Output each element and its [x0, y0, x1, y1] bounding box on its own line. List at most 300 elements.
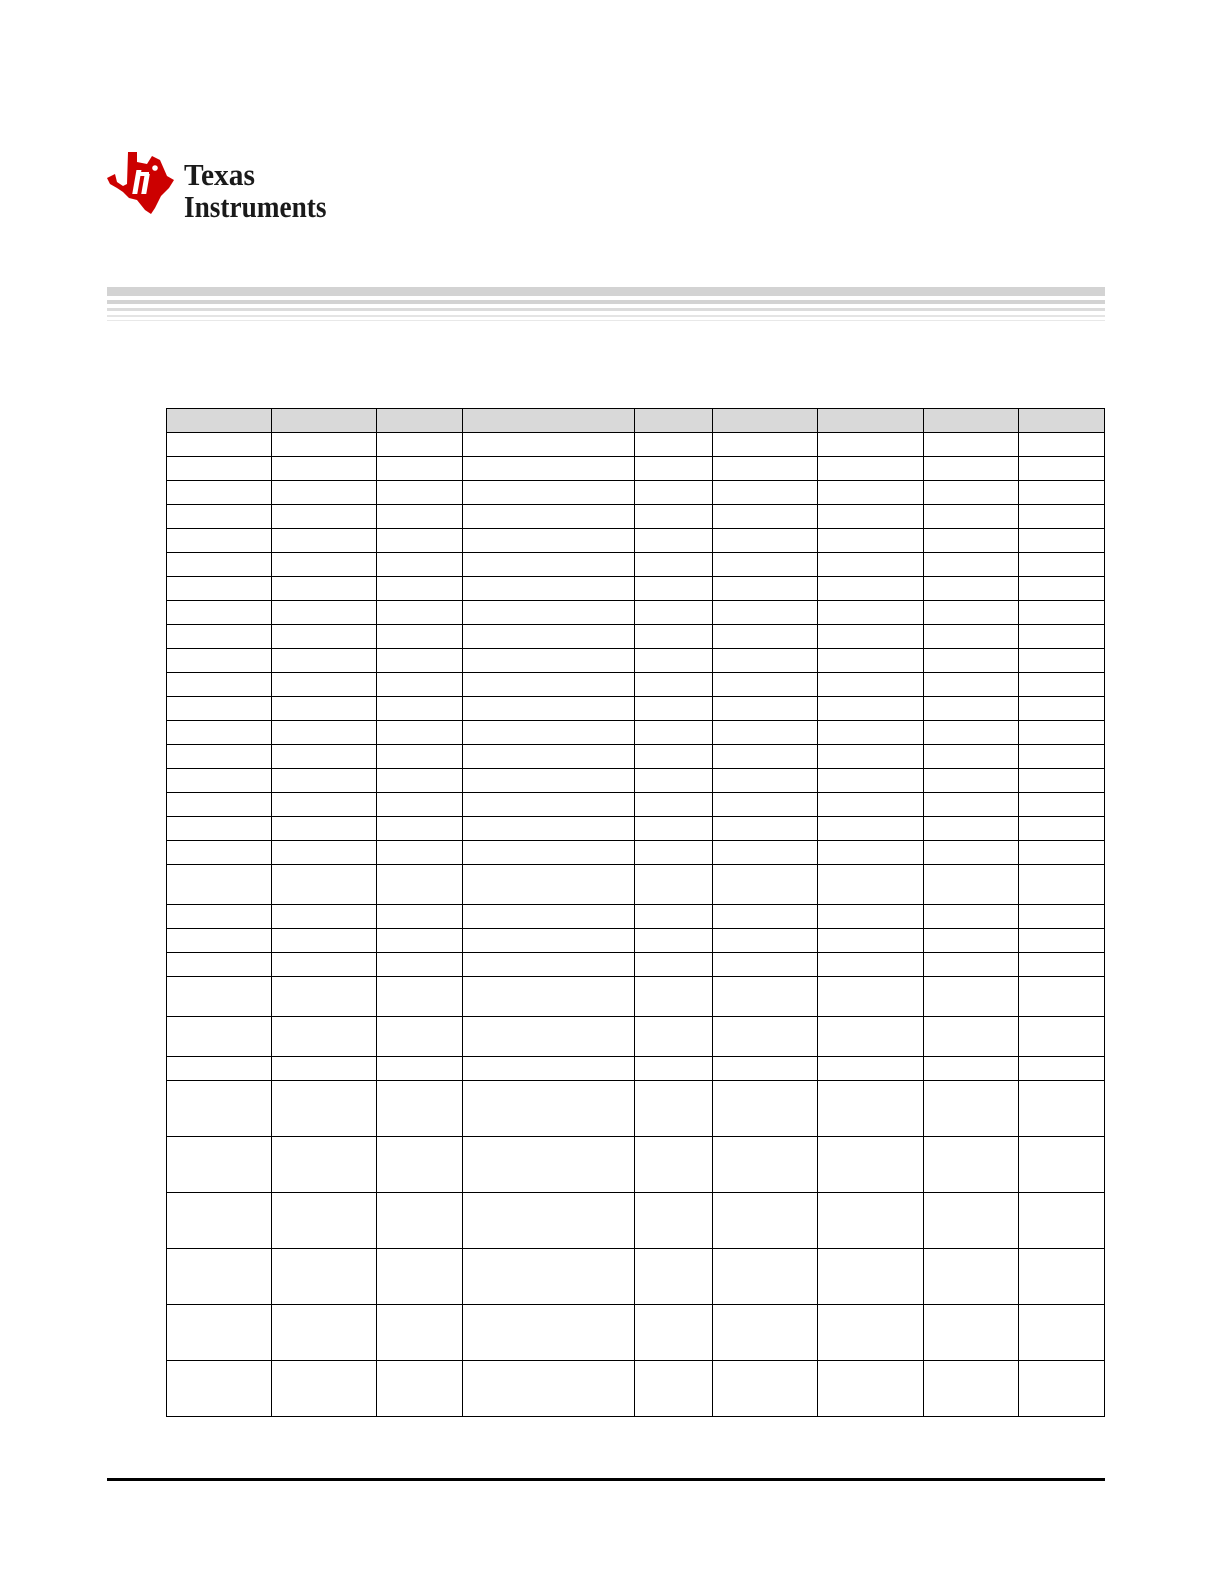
table-cell	[712, 553, 817, 577]
table-cell	[712, 721, 817, 745]
table-cell	[272, 577, 377, 601]
table-cell	[463, 1193, 635, 1249]
table-cell	[377, 1081, 463, 1137]
table-cell	[272, 673, 377, 697]
table-cell	[463, 433, 635, 457]
table-cell	[272, 1017, 377, 1057]
table-cell	[272, 1193, 377, 1249]
table-cell	[377, 977, 463, 1017]
table-cell	[712, 1249, 817, 1305]
table-header-cell	[272, 409, 377, 433]
header-bar	[107, 315, 1105, 317]
table-cell	[377, 953, 463, 977]
table-cell	[1018, 673, 1104, 697]
table-cell	[1018, 1137, 1104, 1193]
table-cell	[923, 865, 1018, 905]
table-cell	[167, 1193, 272, 1249]
table-row	[167, 457, 1105, 481]
table-cell	[167, 793, 272, 817]
table-cell	[272, 1305, 377, 1361]
table-cell	[635, 553, 712, 577]
table-cell	[817, 625, 923, 649]
table-cell	[1018, 1057, 1104, 1081]
table-cell	[817, 817, 923, 841]
table-cell	[167, 625, 272, 649]
table-cell	[463, 649, 635, 673]
table-cell	[712, 1017, 817, 1057]
table-cell	[377, 721, 463, 745]
table-header-cell	[1018, 409, 1104, 433]
table-cell	[712, 769, 817, 793]
table-cell	[272, 505, 377, 529]
table-cell	[1018, 529, 1104, 553]
table-cell	[635, 481, 712, 505]
table-cell	[712, 865, 817, 905]
table-cell	[272, 929, 377, 953]
table-cell	[167, 697, 272, 721]
table-cell	[923, 1137, 1018, 1193]
table-cell	[463, 905, 635, 929]
table-cell	[817, 929, 923, 953]
table-cell	[463, 1249, 635, 1305]
table-cell	[272, 601, 377, 625]
table-cell	[272, 1081, 377, 1137]
table-header-cell	[377, 409, 463, 433]
table-cell	[463, 457, 635, 481]
table-cell	[712, 953, 817, 977]
table-cell	[923, 649, 1018, 673]
table-cell	[635, 1249, 712, 1305]
table-cell	[167, 1081, 272, 1137]
table-cell	[635, 649, 712, 673]
table-cell	[463, 793, 635, 817]
table-cell	[923, 721, 1018, 745]
table-row	[167, 721, 1105, 745]
table-cell	[817, 1017, 923, 1057]
table-cell	[1018, 697, 1104, 721]
table-cell	[463, 953, 635, 977]
table-cell	[635, 697, 712, 721]
table-cell	[377, 625, 463, 649]
table-row	[167, 601, 1105, 625]
ti-state-icon	[107, 150, 177, 216]
table-cell	[167, 905, 272, 929]
table-cell	[923, 673, 1018, 697]
table-cell	[463, 929, 635, 953]
table-cell	[377, 1017, 463, 1057]
table-cell	[923, 769, 1018, 793]
table-cell	[635, 433, 712, 457]
table-cell	[923, 481, 1018, 505]
table-cell	[923, 1305, 1018, 1361]
table-cell	[167, 481, 272, 505]
table-cell	[272, 769, 377, 793]
footer-rule	[107, 1478, 1105, 1481]
table-cell	[817, 1081, 923, 1137]
table-cell	[817, 649, 923, 673]
table-cell	[167, 1249, 272, 1305]
table-cell	[167, 929, 272, 953]
table-cell	[272, 905, 377, 929]
table-cell	[167, 529, 272, 553]
table-cell	[1018, 1017, 1104, 1057]
table-cell	[817, 1193, 923, 1249]
table-row	[167, 481, 1105, 505]
table-row	[167, 1081, 1105, 1137]
table-row	[167, 769, 1105, 793]
table-cell	[923, 1249, 1018, 1305]
table-cell	[817, 865, 923, 905]
table-cell	[377, 1137, 463, 1193]
table-cell	[167, 505, 272, 529]
table-cell	[635, 817, 712, 841]
table-cell	[817, 553, 923, 577]
table-cell	[272, 529, 377, 553]
table-cell	[1018, 553, 1104, 577]
table-cell	[1018, 841, 1104, 865]
table-cell	[817, 481, 923, 505]
table-cell	[635, 505, 712, 529]
table-cell	[167, 1305, 272, 1361]
table-cell	[712, 793, 817, 817]
logo-line-instruments: Instruments	[184, 189, 327, 224]
table-cell	[817, 1137, 923, 1193]
table-cell	[272, 481, 377, 505]
table-cell	[272, 1361, 377, 1417]
table-cell	[463, 601, 635, 625]
table-cell	[712, 457, 817, 481]
table-cell	[272, 553, 377, 577]
table-cell	[712, 601, 817, 625]
table-cell	[167, 1361, 272, 1417]
table-cell	[377, 769, 463, 793]
table-cell	[712, 673, 817, 697]
table-row	[167, 553, 1105, 577]
table-cell	[923, 577, 1018, 601]
table-cell	[712, 1193, 817, 1249]
table-cell	[1018, 1361, 1104, 1417]
table-row	[167, 1017, 1105, 1057]
table-row	[167, 1361, 1105, 1417]
table-row	[167, 529, 1105, 553]
table-cell	[712, 649, 817, 673]
table-cell	[377, 649, 463, 673]
table-cell	[1018, 1081, 1104, 1137]
table-cell	[463, 817, 635, 841]
table-cell	[923, 841, 1018, 865]
table-cell	[635, 769, 712, 793]
table-row	[167, 977, 1105, 1017]
table-cell	[712, 1305, 817, 1361]
table-cell	[712, 1361, 817, 1417]
table-cell	[712, 1081, 817, 1137]
table-cell	[377, 929, 463, 953]
table-row	[167, 625, 1105, 649]
table-cell	[923, 601, 1018, 625]
table-cell	[167, 865, 272, 905]
table-cell	[1018, 1193, 1104, 1249]
table-header-cell	[463, 409, 635, 433]
table-cell	[167, 577, 272, 601]
table-cell	[817, 505, 923, 529]
table-cell	[272, 793, 377, 817]
table-cell	[1018, 929, 1104, 953]
table-cell	[635, 721, 712, 745]
table-cell	[272, 697, 377, 721]
table-cell	[817, 1057, 923, 1081]
table-cell	[923, 817, 1018, 841]
table-cell	[167, 841, 272, 865]
table-cell	[635, 865, 712, 905]
table-cell	[463, 1305, 635, 1361]
table-cell	[377, 841, 463, 865]
table-cell	[923, 625, 1018, 649]
table-cell	[712, 577, 817, 601]
table-cell	[1018, 721, 1104, 745]
table-cell	[167, 953, 272, 977]
table-cell	[377, 673, 463, 697]
table-cell	[463, 481, 635, 505]
table-cell	[1018, 577, 1104, 601]
table-cell	[923, 977, 1018, 1017]
table-cell	[635, 673, 712, 697]
table-cell	[377, 905, 463, 929]
table-cell	[635, 601, 712, 625]
table-header-cell	[712, 409, 817, 433]
table-cell	[712, 529, 817, 553]
table-row	[167, 817, 1105, 841]
table-header-cell	[167, 409, 272, 433]
table-cell	[272, 1057, 377, 1081]
table-cell	[167, 1017, 272, 1057]
header-bar	[107, 308, 1105, 311]
table-cell	[712, 1137, 817, 1193]
table-cell	[712, 841, 817, 865]
table-cell	[272, 841, 377, 865]
table-cell	[817, 697, 923, 721]
table-cell	[923, 905, 1018, 929]
table-cell	[272, 977, 377, 1017]
table-cell	[167, 1057, 272, 1081]
table-cell	[635, 1081, 712, 1137]
logo-wordmark	[184, 159, 346, 222]
table-cell	[377, 793, 463, 817]
table-cell	[923, 745, 1018, 769]
table-cell	[377, 697, 463, 721]
table-row	[167, 1193, 1105, 1249]
table-cell	[463, 977, 635, 1017]
table-cell	[817, 953, 923, 977]
table-cell	[635, 929, 712, 953]
table-header-cell	[817, 409, 923, 433]
table-cell	[377, 817, 463, 841]
table-cell	[272, 433, 377, 457]
table-cell	[712, 977, 817, 1017]
table-cell	[167, 553, 272, 577]
table-cell	[712, 817, 817, 841]
table-cell	[712, 505, 817, 529]
table-cell	[817, 841, 923, 865]
table-cell	[463, 1081, 635, 1137]
table-row	[167, 905, 1105, 929]
logo-line-texas: Texas	[184, 157, 255, 192]
table-cell	[923, 1057, 1018, 1081]
table-cell	[635, 1193, 712, 1249]
table-cell	[377, 601, 463, 625]
table-cell	[712, 745, 817, 769]
table-cell	[817, 905, 923, 929]
table-cell	[1018, 505, 1104, 529]
table-cell	[1018, 977, 1104, 1017]
table-cell	[463, 553, 635, 577]
header-bar	[107, 320, 1105, 321]
table-cell	[377, 505, 463, 529]
table-row	[167, 1057, 1105, 1081]
table-cell	[1018, 865, 1104, 905]
table-cell	[463, 1017, 635, 1057]
table-header-cell	[635, 409, 712, 433]
table-cell	[712, 905, 817, 929]
table-cell	[272, 457, 377, 481]
table-cell	[635, 577, 712, 601]
table-row	[167, 745, 1105, 769]
table-cell	[1018, 817, 1104, 841]
table-cell	[167, 817, 272, 841]
table-cell	[817, 769, 923, 793]
table-cell	[712, 433, 817, 457]
table-cell	[712, 625, 817, 649]
table-cell	[463, 769, 635, 793]
table-cell	[635, 793, 712, 817]
table-cell	[923, 793, 1018, 817]
table-cell	[377, 865, 463, 905]
table-cell	[635, 905, 712, 929]
table-cell	[272, 865, 377, 905]
table-header-cell	[923, 409, 1018, 433]
table-cell	[463, 1137, 635, 1193]
table-cell	[635, 841, 712, 865]
table-cell	[923, 1193, 1018, 1249]
table-row	[167, 1305, 1105, 1361]
table-row	[167, 577, 1105, 601]
table-cell	[463, 1057, 635, 1081]
table-cell	[817, 433, 923, 457]
table-cell	[463, 529, 635, 553]
table-cell	[635, 625, 712, 649]
table-cell	[1018, 745, 1104, 769]
table-cell	[923, 529, 1018, 553]
table-cell	[272, 745, 377, 769]
table-cell	[635, 953, 712, 977]
table-cell	[1018, 905, 1104, 929]
table-cell	[712, 481, 817, 505]
table-cell	[923, 929, 1018, 953]
table-cell	[1018, 769, 1104, 793]
table-cell	[923, 1017, 1018, 1057]
table-cell	[817, 793, 923, 817]
table-row	[167, 673, 1105, 697]
header-bar	[107, 287, 1105, 296]
table-cell	[817, 529, 923, 553]
table-cell	[167, 457, 272, 481]
table-row	[167, 1249, 1105, 1305]
table-cell	[463, 865, 635, 905]
table-row	[167, 865, 1105, 905]
table-cell	[463, 577, 635, 601]
table-cell	[1018, 649, 1104, 673]
table-cell	[167, 769, 272, 793]
table-row	[167, 1137, 1105, 1193]
table-cell	[272, 1249, 377, 1305]
table-cell	[377, 529, 463, 553]
table-cell	[377, 457, 463, 481]
table-cell	[1018, 481, 1104, 505]
table-cell	[923, 457, 1018, 481]
table-row	[167, 433, 1105, 457]
table-cell	[923, 433, 1018, 457]
table-cell	[463, 697, 635, 721]
header-bar	[107, 300, 1105, 304]
table-cell	[817, 577, 923, 601]
table-cell	[635, 745, 712, 769]
table-cell	[712, 697, 817, 721]
table-cell	[1018, 457, 1104, 481]
table-cell	[377, 1361, 463, 1417]
table-cell	[272, 649, 377, 673]
table-cell	[712, 929, 817, 953]
table-cell	[463, 1361, 635, 1417]
table-cell	[463, 625, 635, 649]
table-cell	[1018, 793, 1104, 817]
table-cell	[167, 649, 272, 673]
table-cell	[167, 433, 272, 457]
table-cell	[817, 1249, 923, 1305]
table-cell	[463, 841, 635, 865]
table-cell	[817, 457, 923, 481]
table-cell	[1018, 1305, 1104, 1361]
table-row	[167, 953, 1105, 977]
table-header-row	[167, 409, 1105, 433]
table-cell	[377, 481, 463, 505]
table-cell	[635, 1017, 712, 1057]
table-cell	[463, 673, 635, 697]
ti-logo	[107, 150, 417, 226]
table-cell	[923, 953, 1018, 977]
table-cell	[272, 953, 377, 977]
table-cell	[635, 457, 712, 481]
table-row	[167, 505, 1105, 529]
table-cell	[272, 1137, 377, 1193]
table-cell	[923, 697, 1018, 721]
table-cell	[817, 1361, 923, 1417]
table-cell	[377, 553, 463, 577]
table-cell	[635, 1305, 712, 1361]
table-cell	[817, 1305, 923, 1361]
table-cell	[272, 625, 377, 649]
table-row	[167, 697, 1105, 721]
table-cell	[167, 601, 272, 625]
table-cell	[817, 601, 923, 625]
table-cell	[167, 977, 272, 1017]
table-cell	[1018, 433, 1104, 457]
table-cell	[1018, 1249, 1104, 1305]
table-cell	[712, 1057, 817, 1081]
table-cell	[377, 433, 463, 457]
table-cell	[817, 673, 923, 697]
table-cell	[377, 745, 463, 769]
table-cell	[923, 553, 1018, 577]
table-row	[167, 649, 1105, 673]
